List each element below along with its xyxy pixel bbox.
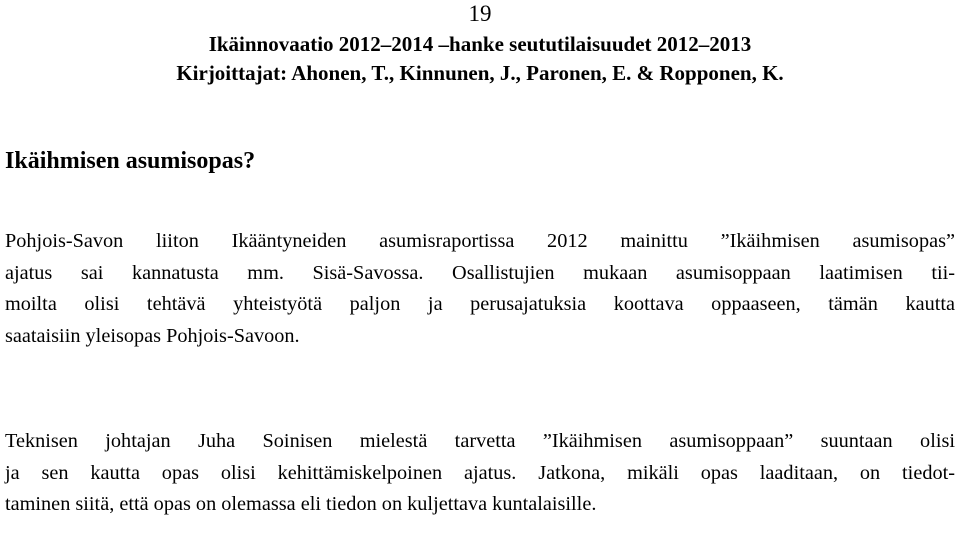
paragraph-line: saataisiin yleisopas Pohjois-Savoon. [5, 324, 300, 347]
page-number: 19 [468, 1, 492, 26]
header-authors: Kirjoittajat: Ahonen, T., Kinnunen, J., Paronen, E. & Ropponen, K. [176, 61, 784, 85]
paragraph-2 [5, 426, 955, 521]
header-project-title: Ikäinnovaatio 2012–2014 –hanke seututilaisuudet 2012–2013 [208, 32, 752, 56]
paragraph-line: moilta olisi tehtävä yhteistyötä paljon ja perusajatuksia koottava oppaaseen, tämän kautta [5, 293, 955, 316]
paragraph-line: taminen siitä, että opas on olemassa eli tiedon on kuljettava kuntalaisille. [5, 493, 597, 516]
paragraph-line: ja sen kautta opas olisi kehittämiskelpoinen ajatus. Jatkona, mikäli opas laaditaan, on tiedot- [5, 461, 955, 484]
paragraph-line: Teknisen johtajan Juha Soinisen mielestä tarvetta ”Ikäihmisen asumisoppaan” suuntaan olisi [5, 430, 955, 452]
paragraph-1 [5, 226, 955, 352]
paragraph-line: ajatus sai kannatusta mm. Sisä-Savossa. Osallistujien mukaan asumisoppaan laatimisen tii- [5, 261, 955, 284]
section-heading: Ikäihmisen asumisopas? [5, 148, 256, 174]
paragraph-line: Pohjois-Savon liiton Ikääntyneiden asumisraportissa 2012 mainittu ”Ikäihmisen asumisopas” [5, 230, 955, 252]
